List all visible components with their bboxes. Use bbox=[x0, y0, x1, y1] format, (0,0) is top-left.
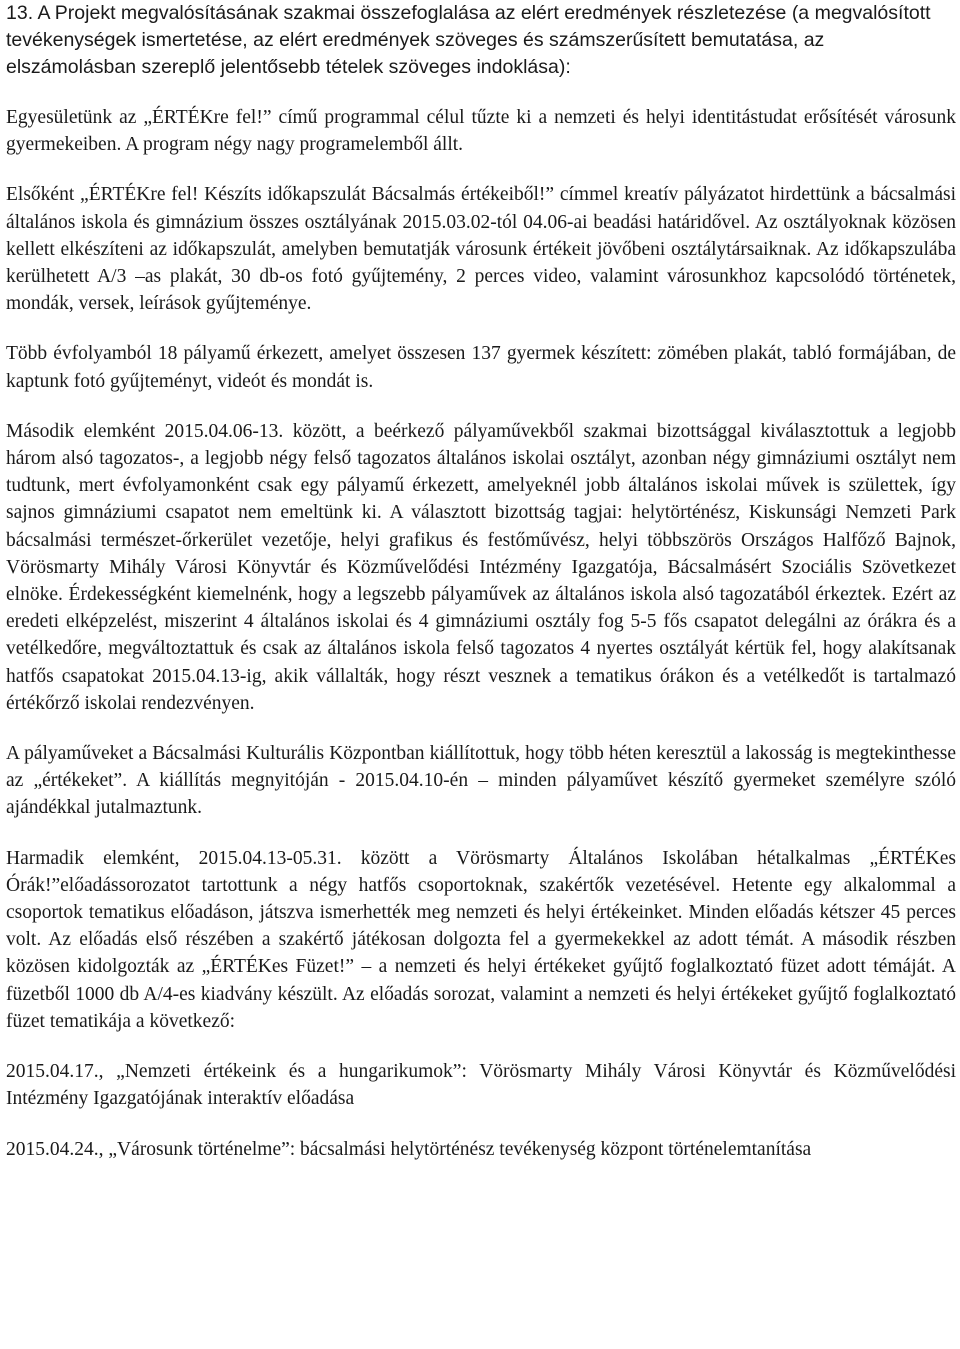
paragraph-exhibition: A pályaműveket a Bácsalmási Kulturális Központban kiállítottuk, hogy több héten keresztül a lakosság is megtekinthesse az „értékeket”. A kiállítás megnyitóján - 2015.04.10-én – minden pályaművet készítő gyermeket személyre szóló ajándékkal jutalmaztunk. bbox=[6, 743, 956, 819]
paragraph-submissions: Több évfolyamból 18 pályamű érkezett, amelyet összesen 137 gyermek készített: zömében plakát, tabló formájában, de kaptunk fotó gyűjteményt, videót és mondát is. bbox=[6, 343, 956, 392]
spacer bbox=[6, 317, 960, 340]
spacer bbox=[6, 1035, 960, 1058]
spacer bbox=[6, 822, 960, 845]
paragraph-third-element: Harmadik elemként, 2015.04.13-05.31. között a Vörösmarty Általános Iskolában hétalkalmas „ÉRTÉKes Órák!”előadássorozatot tartottunk a négy hatfős csoportoknak, szakértők vezetésével. Hetente egy alkalommal a csoportok tematikus előadáson, játszva ismerhették meg nemzeti és helyi értékeinket. Minden előadás kétszer 45 perces volt. Az előadás első részében a szakértő játékosan dolgozta fel a gyermekekkel az adott témát. A második részben közösen kidolgozták az „ÉRTÉKes Füzet!” – a nemzeti és helyi értékeket gyűjtő foglalkoztató füzet adott témáját. A füzetből 1000 db A/4-es kiadvány készült. Az előadás sorozat, valamint a nemzeti és helyi értékeket gyűjtő foglalkoztató füzet tematikája a következő: bbox=[6, 847, 956, 1032]
spacer bbox=[6, 395, 960, 418]
section-heading: 13. A Projekt megvalósításának szakmai összefoglalása az elért eredmények részletezése (a megvalósított tevékenységek ismertetése, az elért eredmények szöveges és számszerűsített bemutatása, az elszámolásban szereplő jelentősebb tételek szöveges indoklása): bbox=[6, 2, 931, 78]
paragraph-program-intro: Egyesületünk az „ÉRTÉKre fel!” című programmal célul tűzte ki a nemzeti és helyi identitástudat erősítését városunk gyermekeiben. A program négy nagy programelemből állt. bbox=[6, 107, 956, 156]
paragraph-first-element: Elsőként „ÉRTÉKre fel! Készíts időkapszulát Bácsalmás értékeiből!” címmel kreatív pályázatot hirdettünk a bácsalmási általános iskola és gimnázium összes osztályának 2015.03.02-tól 04.06-ai beadási határidővel. Az osztályoknak közösen kellett elkészíteni az időkapszulát, amelyben bemutatják városunk értékeit jövőbeni osztálytársaiknak. Az időkapszulába kerülhetett A/3 –as plakát, 30 db-os fotó gyűjtemény, 2 perces video, valamint városunkhoz kapcsolódó történetek, mondák, versek, leírások gyűjteménye. bbox=[6, 184, 956, 315]
spacer bbox=[6, 81, 960, 104]
paragraph-lecture-2: 2015.04.24., „Városunk történelme”: bácsalmási helytörténész tevékenység központ történelemtanítása bbox=[6, 1138, 812, 1160]
spacer bbox=[6, 1113, 960, 1136]
paragraph-second-element: Második elemként 2015.04.06-13. között, a beérkező pályaművekből szakmai bizottsággal kiválasztottuk a legjobb három alsó tagozatos-, a legjobb négy felső tagozatos általános iskolai osztályt, azonban négy gimnáziumi osztályt nem tudtunk, mert évfolyamonként csak egy pályamű érkezett, amelyeknél jobb általános iskolai művek is születtek, így sajnos gimnáziumi csapatot nem emeltünk ki. A választott bizottság tagjai: helytörténész, Kiskunsági Nemzeti Park bácsalmási természet-őrkerület vezetője, helyi grafikus és festőművész, helyi többszörös Országos Halfőző Bajnok, Vörösmarty Mihály Városi Könyvtár és Közművelődési Intézmény Igazgatója, Bácsalmásért Szociális Szövetkezet elnöke. Érdekességként kiemelnénk, hogy a legszebb pályaművek az általános iskola alsó tagozatából érkeztek. Ezért az eredeti elképzelést, miszerint 4 általános iskolai és 4 gimnáziumi osztály fog 5-5 fős csapatot delegálni az órákra és a vetélkedőre, megváltoztattuk és csak az általános iskola felső tagozatos 4 nyertes osztályát kértük fel, hogy alakítsanak hatfős csapatokat 2015.04.13-ig, akik vállalták, hogy részt vesznek a tematikus órákon és a vetélkedőt is tartalmazó értékőrző iskolai rendezvényen. bbox=[6, 420, 956, 714]
spacer bbox=[6, 158, 960, 181]
paragraph-lecture-1: 2015.04.17., „Nemzeti értékeink és a hungarikumok”: Vörösmarty Mihály Városi Könyvtár és Közművelődési Intézmény Igazgatójának interaktív előadása bbox=[6, 1061, 956, 1110]
spacer bbox=[6, 717, 960, 740]
